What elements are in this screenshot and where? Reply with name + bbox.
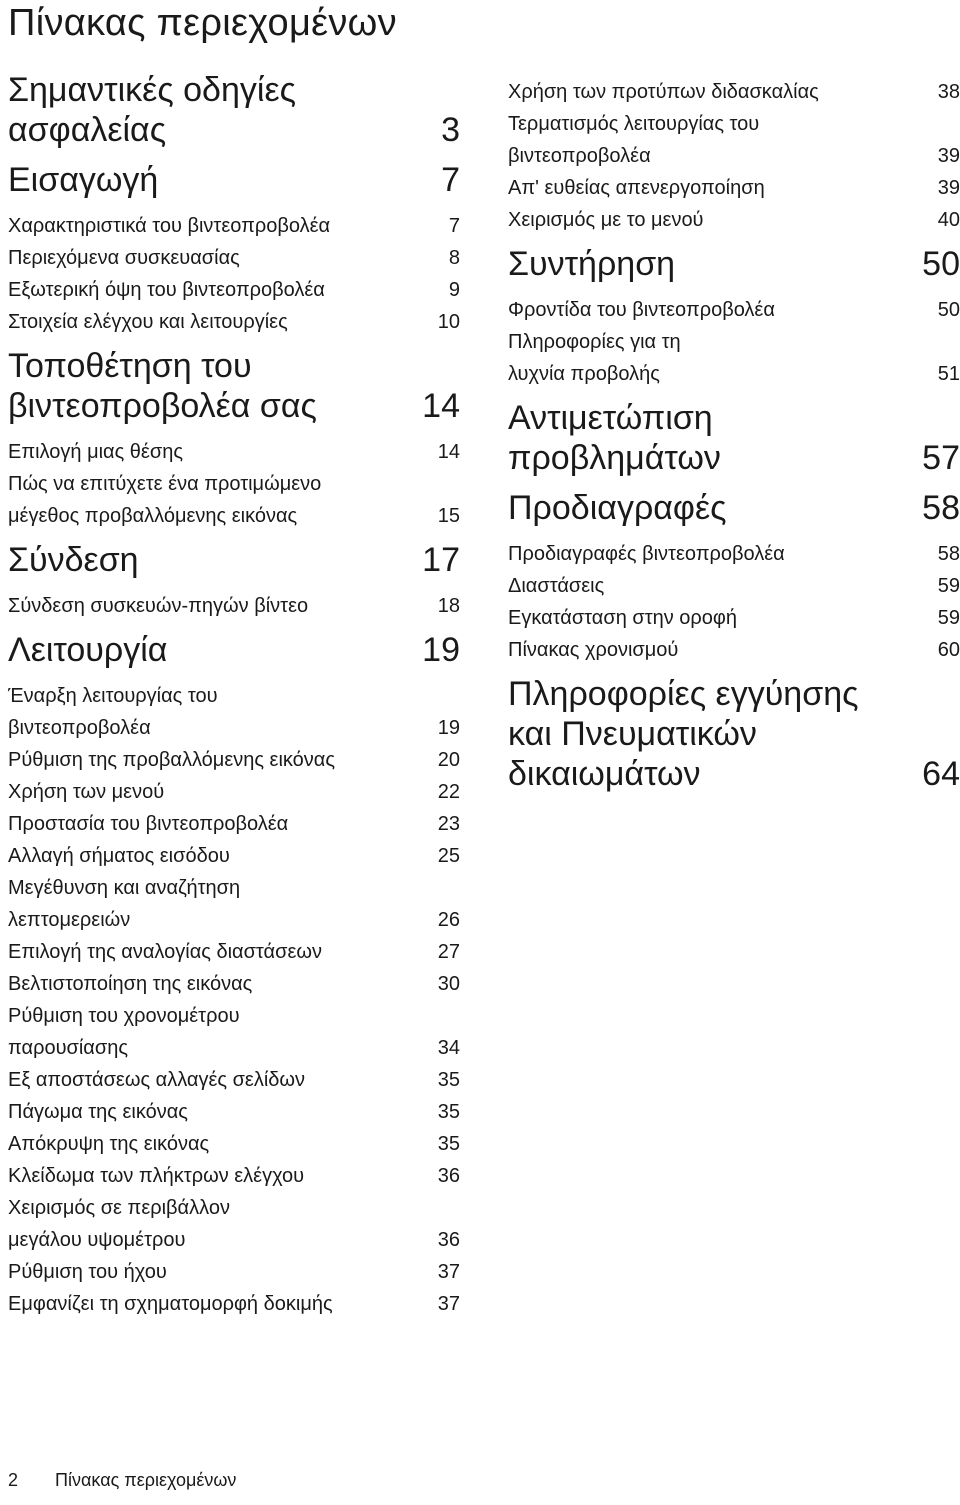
toc-entry-title: Επιλογή μιας θέσης xyxy=(8,441,183,463)
toc-entry-title: Πώς να επιτύχετε ένα προτιμώμενο xyxy=(8,473,322,495)
toc-entry-minor[interactable] xyxy=(8,1128,460,1160)
toc-entry-minor[interactable] xyxy=(8,872,460,936)
toc-entry-title: Περιεχόμενα συσκευασίας xyxy=(8,247,240,269)
toc-entry-title: και Πνευματικών xyxy=(508,715,757,753)
page-footer xyxy=(8,1470,236,1491)
toc-entry-line xyxy=(8,1192,460,1224)
toc-entry-line xyxy=(508,204,960,236)
toc-entry-title: Προδιαγραφές xyxy=(508,489,727,527)
toc-entry-line xyxy=(508,108,960,140)
toc-entry-line xyxy=(8,346,460,386)
toc-entry-line xyxy=(8,210,460,242)
toc-entry-line xyxy=(8,808,460,840)
toc-entry-title: Διαστάσεις xyxy=(508,575,605,597)
toc-page-number: 35 xyxy=(437,1101,460,1123)
toc-entry-title: Προδιαγραφές βιντεοπροβολέα xyxy=(508,543,785,565)
toc-page-number: 51 xyxy=(937,363,960,385)
toc-entry-line xyxy=(508,674,960,714)
toc-page-number: 7 xyxy=(448,215,460,237)
toc-entry-minor[interactable] xyxy=(8,1160,460,1192)
toc-entry-title: Σύνδεση xyxy=(8,541,139,579)
toc-page-number: 64 xyxy=(922,755,960,793)
toc-page-number: 18 xyxy=(437,595,460,617)
toc-page-number: 36 xyxy=(437,1165,460,1187)
toc-entry-line xyxy=(508,140,960,172)
toc-entry-minor[interactable] xyxy=(8,808,460,840)
toc-page-number: 17 xyxy=(422,541,460,579)
toc-entry-line xyxy=(8,500,460,532)
toc-page-number: 23 xyxy=(437,813,460,835)
toc-entry-minor[interactable] xyxy=(8,776,460,808)
toc-entry-title: Σημαντικές οδηγίες xyxy=(8,71,296,109)
toc-entry-line xyxy=(8,712,460,744)
toc-page-number: 60 xyxy=(937,639,960,661)
toc-entry-title: Χαρακτηριστικά του βιντεοπροβολέα xyxy=(8,215,331,237)
toc-entry-title: ασφαλείας xyxy=(8,111,167,149)
toc-entry-title: μεγάλου υψομέτρου xyxy=(8,1229,186,1251)
toc-entry-title: Βελτιστοποίηση της εικόνας xyxy=(8,973,253,995)
toc-entry-title: Εισαγωγή xyxy=(8,161,159,199)
toc-page-number: 38 xyxy=(937,81,960,103)
toc-entry-title: Χρήση των προτύπων διδασκαλίας xyxy=(508,81,819,103)
toc-entry-title: Προστασία του βιντεοπροβολέα xyxy=(8,813,289,835)
toc-page-number: 22 xyxy=(437,781,460,803)
toc-entry-line xyxy=(8,306,460,338)
toc-entry-title: προβλημάτων xyxy=(508,439,721,477)
toc-entry-title: Πάγωμα της εικόνας xyxy=(8,1101,188,1123)
footer-page-number: 2 xyxy=(8,1470,19,1490)
toc-entry-minor[interactable] xyxy=(508,204,960,236)
toc-entry-line xyxy=(508,714,960,754)
toc-entry-line xyxy=(8,1064,460,1096)
toc-entry-minor[interactable] xyxy=(8,840,460,872)
toc-page-number: 7 xyxy=(441,161,460,199)
toc-entry-minor[interactable] xyxy=(8,436,460,468)
toc-page-number: 40 xyxy=(937,209,960,231)
toc-entry-title: μέγεθος προβαλλόμενης εικόνας xyxy=(8,505,298,527)
toc-page-number: 59 xyxy=(937,607,960,629)
toc-entry-line xyxy=(508,326,960,358)
toc-entry-title: Συντήρηση xyxy=(508,245,676,283)
toc-entry-title: λεπτομερειών xyxy=(8,909,131,931)
toc-page-number: 10 xyxy=(437,311,460,333)
toc-entry-line xyxy=(508,538,960,570)
toc-entry-line xyxy=(508,438,960,478)
toc-page-number: 59 xyxy=(937,575,960,597)
toc-entry-title: λυχνία προβολής xyxy=(508,363,660,385)
toc-entry-minor[interactable] xyxy=(508,538,960,570)
toc-page-number: 36 xyxy=(437,1229,460,1251)
toc-entry-line xyxy=(8,680,460,712)
toc-entry-title: Σύνδεση συσκευών-πηγών βίντεο xyxy=(8,595,309,617)
toc-entry-minor[interactable] xyxy=(8,242,460,274)
toc-entry-line xyxy=(8,936,460,968)
toc-entry-title: Έναρξη λειτουργίας του xyxy=(8,685,218,707)
toc-page-number: 27 xyxy=(437,941,460,963)
toc-entry-minor[interactable] xyxy=(8,210,460,242)
toc-entry-title: Κλείδωμα των πλήκτρων ελέγχου xyxy=(8,1165,305,1187)
toc-entry-major[interactable] xyxy=(8,540,460,580)
toc-page-number: 14 xyxy=(422,387,460,425)
toc-entry-line xyxy=(8,1032,460,1064)
toc-entry-minor[interactable] xyxy=(508,108,960,172)
toc-page-number: 3 xyxy=(441,111,460,149)
toc-entry-title: Εξωτερική όψη του βιντεοπροβολέα xyxy=(8,279,325,301)
toc-entry-line xyxy=(8,540,460,580)
toc-entry-title: Αντιμετώπιση xyxy=(508,399,713,437)
toc-entry-minor[interactable] xyxy=(8,936,460,968)
toc-page-number: 37 xyxy=(437,1261,460,1283)
toc-entry-title: Φροντίδα του βιντεοπροβολέα xyxy=(508,299,775,321)
toc-entry-title: Χειρισμός σε περιβάλλον xyxy=(8,1197,230,1219)
toc-entry-line xyxy=(8,274,460,306)
toc-entry-major[interactable] xyxy=(8,70,460,150)
toc-entry-line xyxy=(8,968,460,1000)
toc-entry-line xyxy=(8,1000,460,1032)
toc-entry-line xyxy=(508,244,960,284)
toc-entry-minor[interactable] xyxy=(8,306,460,338)
toc-entry-major[interactable] xyxy=(508,488,960,528)
toc-entry-title: Απόκρυψη της εικόνας xyxy=(8,1133,210,1155)
toc-right-column xyxy=(508,76,960,804)
toc-page-number: 35 xyxy=(437,1069,460,1091)
toc-entry-minor[interactable] xyxy=(508,294,960,326)
toc-page-number: 50 xyxy=(922,245,960,283)
toc-entry-title: Αλλαγή σήματος εισόδου xyxy=(8,845,230,867)
toc-entry-title: Τερματισμός λειτουργίας του xyxy=(508,113,760,135)
toc-entry-minor[interactable] xyxy=(8,1096,460,1128)
toc-entry-line xyxy=(8,776,460,808)
toc-entry-minor[interactable] xyxy=(8,468,460,532)
toc-entry-line xyxy=(8,110,460,150)
toc-page-number: 37 xyxy=(437,1293,460,1315)
toc-page-number: 15 xyxy=(437,505,460,527)
toc-entry-line xyxy=(508,294,960,326)
toc-entry-line xyxy=(8,1128,460,1160)
toc-entry-title: Επιλογή της αναλογίας διαστάσεων xyxy=(8,941,322,963)
toc-entry-line xyxy=(8,840,460,872)
toc-entry-minor[interactable] xyxy=(8,1256,460,1288)
toc-entry-line xyxy=(508,76,960,108)
toc-entry-title: Στοιχεία ελέγχου και λειτουργίες xyxy=(8,311,288,333)
toc-page-number: 39 xyxy=(937,145,960,167)
toc-page-number: 57 xyxy=(922,439,960,477)
toc-entry-line xyxy=(508,398,960,438)
toc-entry-minor[interactable] xyxy=(8,1288,460,1320)
toc-entry-major[interactable] xyxy=(508,398,960,478)
toc-entry-minor[interactable] xyxy=(8,590,460,622)
toc-entry-title: Εξ αποστάσεως αλλαγές σελίδων xyxy=(8,1069,306,1091)
toc-entry-minor[interactable] xyxy=(8,1064,460,1096)
toc-page-number: 20 xyxy=(437,749,460,771)
toc-entry-title: Λειτουργία xyxy=(8,631,168,669)
toc-entry-title: Χρήση των μενού xyxy=(8,781,165,803)
toc-entry-line xyxy=(8,242,460,274)
toc-entry-minor[interactable] xyxy=(508,326,960,390)
toc-entry-line xyxy=(8,872,460,904)
toc-entry-line xyxy=(8,1224,460,1256)
toc-entry-line xyxy=(8,436,460,468)
toc-entry-title: Χειρισμός με το μενού xyxy=(508,209,704,231)
toc-entry-minor[interactable] xyxy=(8,680,460,744)
toc-page-number: 30 xyxy=(437,973,460,995)
toc-entry-line xyxy=(8,744,460,776)
toc-entry-minor[interactable] xyxy=(508,602,960,634)
toc-entry-major[interactable] xyxy=(8,630,460,670)
toc-page-number: 58 xyxy=(937,543,960,565)
toc-entry-line xyxy=(8,386,460,426)
toc-entry-title: Πίνακας χρονισμού xyxy=(508,639,679,661)
toc-page-number: 58 xyxy=(922,489,960,527)
toc-page-number: 50 xyxy=(937,299,960,321)
toc-entry-minor[interactable] xyxy=(508,76,960,108)
toc-entry-title: παρουσίασης xyxy=(8,1037,128,1059)
toc-entry-line xyxy=(8,630,460,670)
toc-entry-minor[interactable] xyxy=(8,1192,460,1256)
toc-entry-title: Ρύθμιση της προβαλλόμενης εικόνας xyxy=(8,749,335,771)
toc-entry-minor[interactable] xyxy=(508,172,960,204)
toc-entry-title: βιντεοπροβολέα σας xyxy=(8,387,317,425)
toc-page-number: 39 xyxy=(937,177,960,199)
toc-entry-major[interactable] xyxy=(508,674,960,794)
toc-entry-line xyxy=(8,160,460,200)
toc-entry-line xyxy=(8,590,460,622)
toc-entry-title: δικαιωμάτων xyxy=(508,755,701,793)
toc-entry-title: βιντεοπροβολέα xyxy=(8,717,151,739)
toc-entry-line xyxy=(508,570,960,602)
toc-page-number: 25 xyxy=(437,845,460,867)
toc-entry-line xyxy=(8,1096,460,1128)
toc-entry-title: Πληροφορίες εγγύησης xyxy=(508,675,859,713)
toc-entry-line xyxy=(508,358,960,390)
toc-entry-minor[interactable] xyxy=(8,968,460,1000)
toc-entry-line xyxy=(8,1160,460,1192)
toc-entry-line xyxy=(8,1288,460,1320)
toc-entry-line xyxy=(8,468,460,500)
toc-entry-title: βιντεοπροβολέα xyxy=(508,145,651,167)
toc-page-number: 35 xyxy=(437,1133,460,1155)
toc-entry-title: Απ' ευθείας απενεργοποίηση xyxy=(508,177,765,199)
toc-entry-title: Ρύθμιση του ήχου xyxy=(8,1261,167,1283)
toc-entry-minor[interactable] xyxy=(508,634,960,666)
toc-entry-line xyxy=(508,634,960,666)
toc-entry-title: Τοποθέτηση του xyxy=(8,347,252,385)
toc-entry-line xyxy=(508,754,960,794)
toc-entry-minor[interactable] xyxy=(8,274,460,306)
toc-entry-major[interactable] xyxy=(508,244,960,284)
toc-entry-line xyxy=(8,70,460,110)
toc-entry-title: Ρύθμιση του χρονομέτρου xyxy=(8,1005,240,1027)
toc-entry-line xyxy=(8,1256,460,1288)
toc-entry-title: Μεγέθυνση και αναζήτηση xyxy=(8,877,241,899)
toc-page-number: 14 xyxy=(437,441,460,463)
toc-entry-minor[interactable] xyxy=(8,744,460,776)
toc-left-column xyxy=(8,70,460,1320)
toc-entry-minor[interactable] xyxy=(508,570,960,602)
toc-entry-line xyxy=(508,172,960,204)
toc-entry-line xyxy=(508,488,960,528)
toc-page-number: 34 xyxy=(437,1037,460,1059)
toc-entry-title: Εμφανίζει τη σχηματομορφή δοκιμής xyxy=(8,1293,333,1315)
toc-entry-title: Εγκατάσταση στην οροφή xyxy=(508,607,738,629)
toc-page-number: 19 xyxy=(422,631,460,669)
toc-entry-line xyxy=(8,904,460,936)
toc-entry-line xyxy=(508,602,960,634)
toc-page-number: 9 xyxy=(448,279,460,301)
toc-entry-title: Πληροφορίες για τη xyxy=(508,331,681,353)
footer-section-title: Πίνακας περιεχομένων xyxy=(55,1470,237,1490)
toc-entry-minor[interactable] xyxy=(8,1000,460,1064)
toc-entry-major[interactable] xyxy=(8,346,460,426)
toc-page-number: 19 xyxy=(437,717,460,739)
toc-entry-major[interactable] xyxy=(8,160,460,200)
page-title: Πίνακας περιεχομένων xyxy=(8,2,397,44)
toc-page-number: 26 xyxy=(437,909,460,931)
toc-page-number: 8 xyxy=(448,247,460,269)
